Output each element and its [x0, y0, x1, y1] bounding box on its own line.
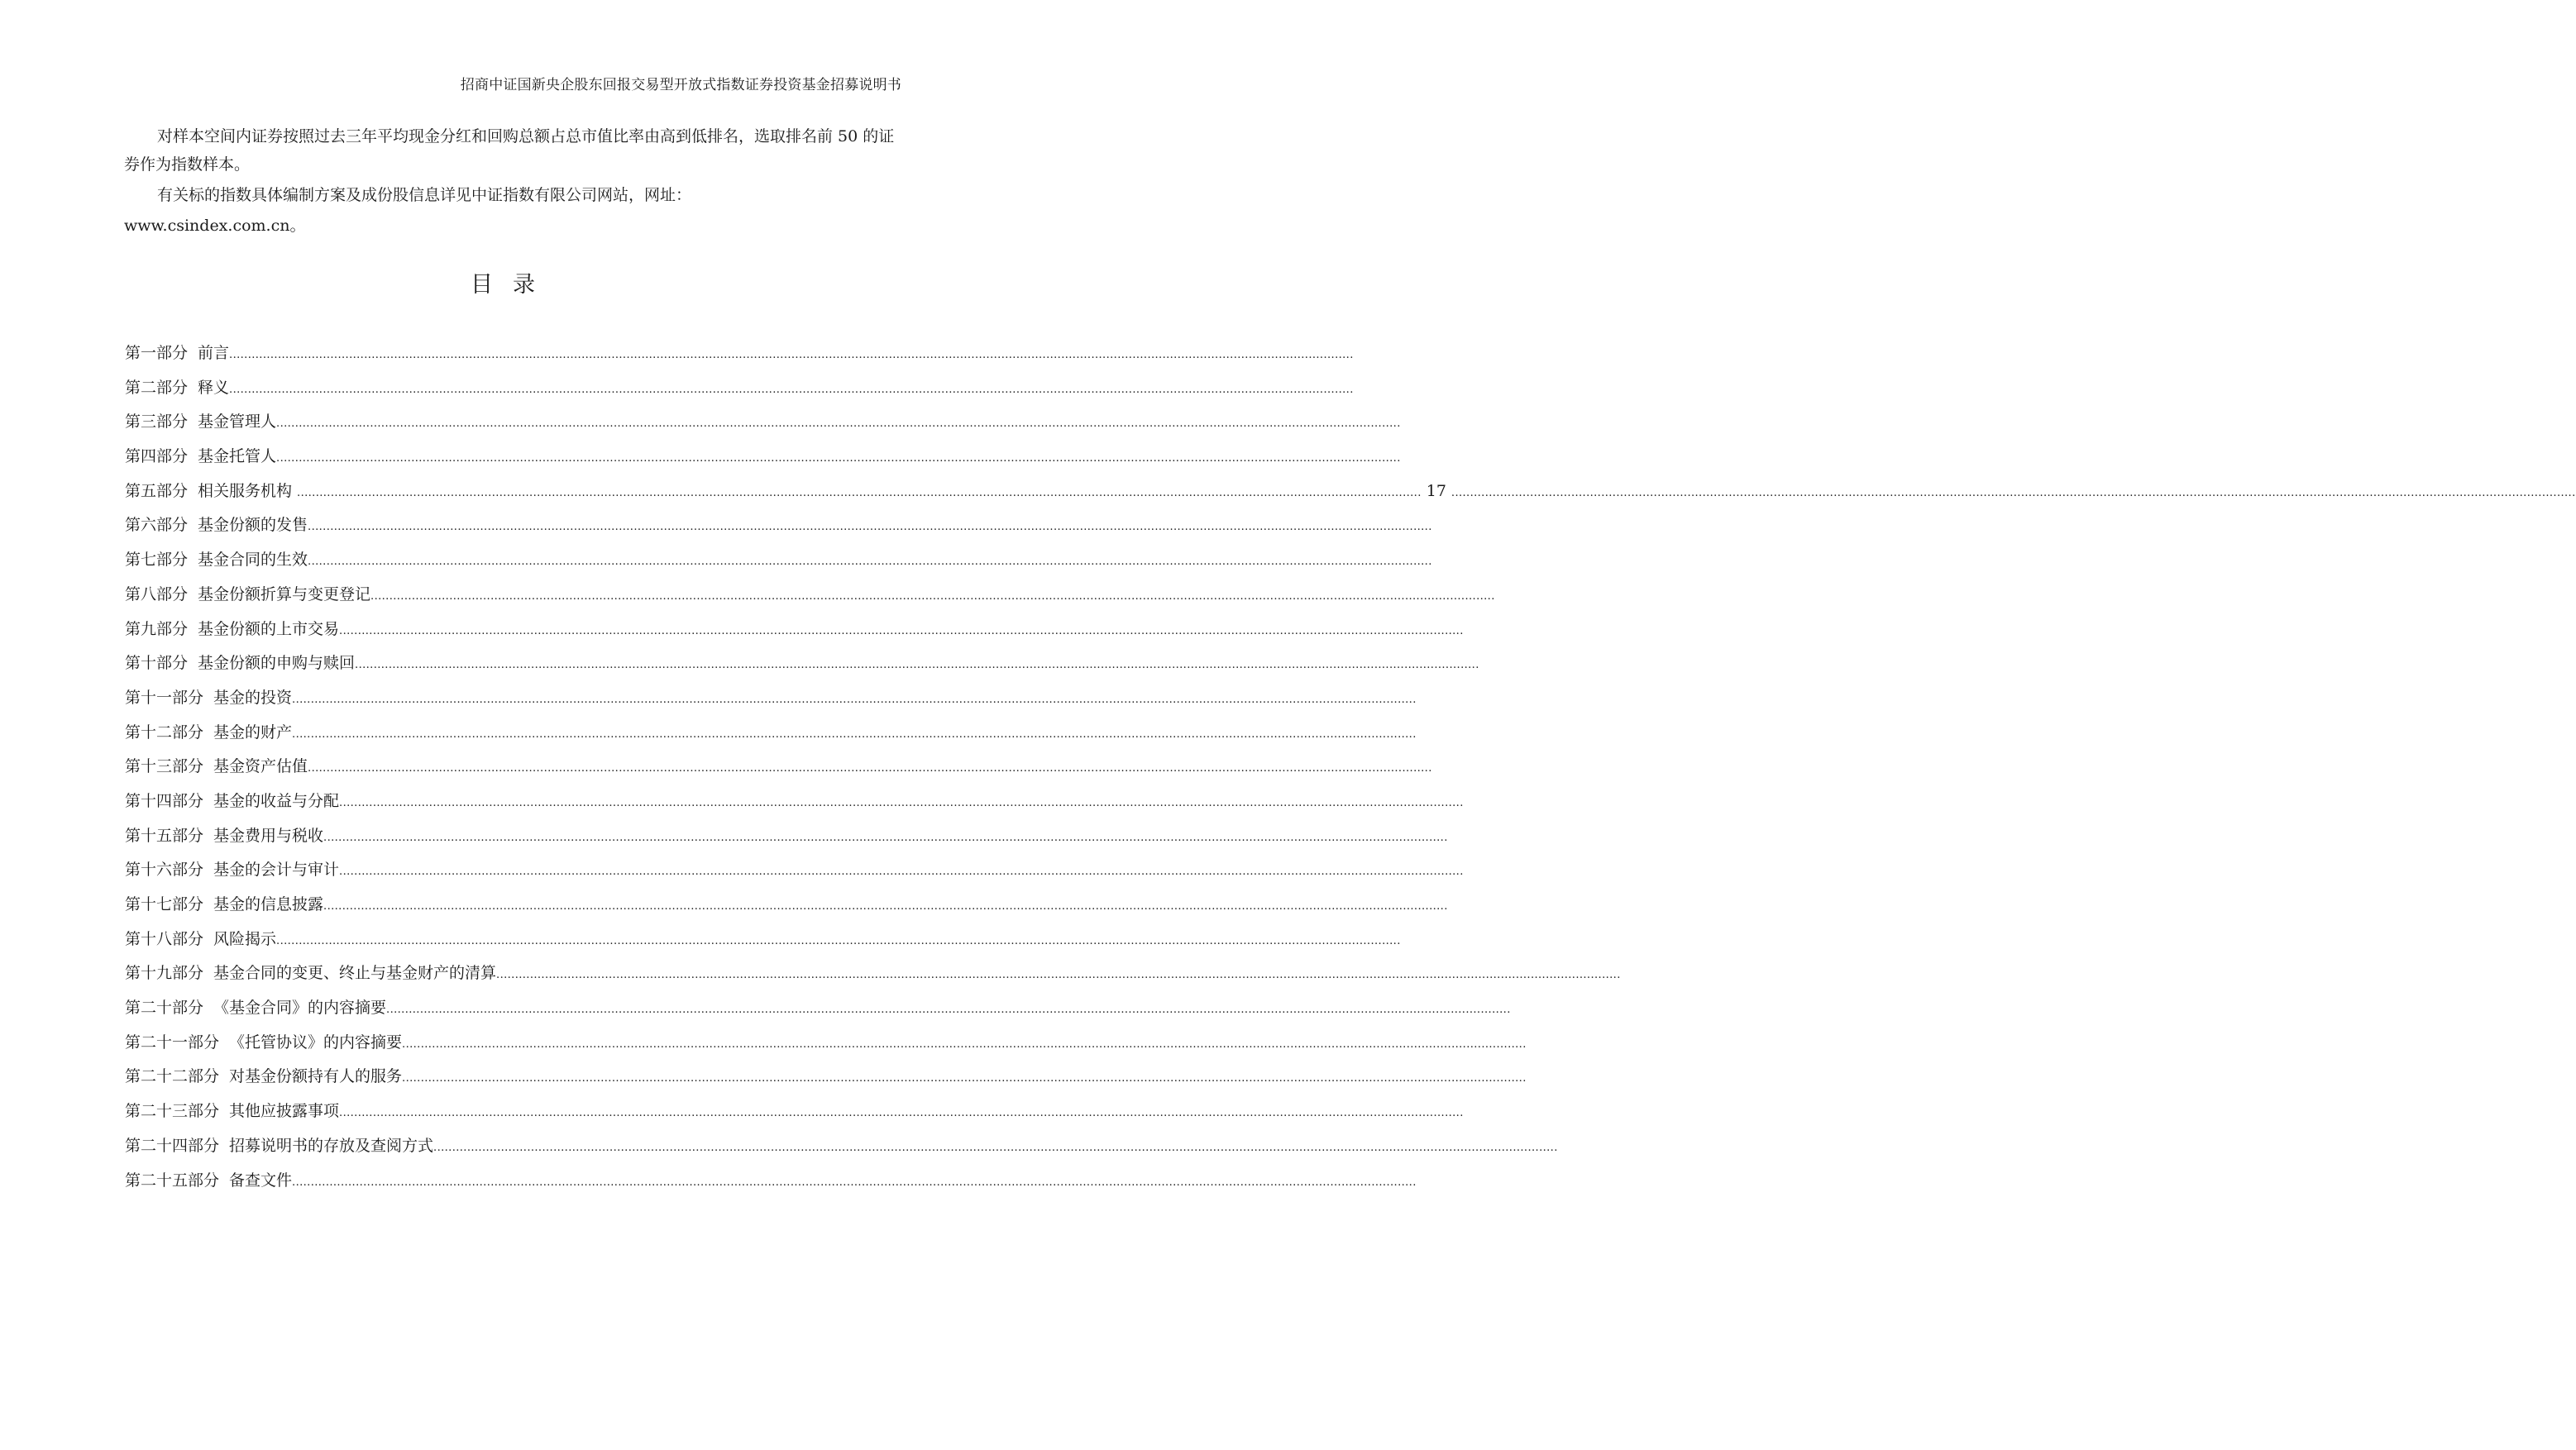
toc-item-part: 第七部分: [125, 551, 189, 570]
toc-item-part: 第十五部分: [125, 826, 204, 845]
toc-item-leader-dots: ............................................................................................................................................................................................................................................................................................................: [496, 969, 1621, 982]
toc-item-leader-dots: ............................................................................................................................................................................................................................................................................................................: [308, 521, 1432, 534]
toc-item-title: 对基金份额持有人的服务: [229, 1067, 403, 1086]
toc-item-title: 基金合同的变更、终止与基金财产的清算: [213, 964, 497, 983]
toc-item-part: 第一部分: [125, 344, 189, 362]
toc-item-part: 第八部分: [125, 584, 189, 603]
toc-item[interactable]: [125, 582, 1495, 617]
toc-item-leader-dots: ............................................................................................................................................................................................................................................................................................................: [229, 383, 1354, 396]
toc-item-part: 第十三部分: [125, 757, 204, 776]
toc-item-leader-dots: ............................................................................................................................................................................................................................................................................................................: [370, 589, 1495, 603]
toc-item-part: 第十七部分: [125, 895, 204, 913]
toc-item-title: 基金的信息披露: [213, 895, 324, 913]
toc-item[interactable]: [125, 995, 1511, 1030]
toc-item[interactable]: [125, 1099, 1464, 1133]
toc-item-title: 基金份额折算与变更登记: [198, 584, 371, 603]
toc-item-part: 第十二部分: [125, 723, 204, 742]
toc-item-title: 备查文件: [229, 1171, 293, 1190]
toc-item[interactable]: [125, 617, 1464, 651]
toc-item[interactable]: [125, 409, 1401, 444]
toc-item-part: 第十九部分: [125, 964, 204, 983]
toc-item-part: 第四部分: [125, 447, 189, 466]
intro-url: www.csindex.com.cn。: [124, 217, 306, 235]
toc-item-title: 其他应披露事项: [229, 1102, 340, 1121]
toc-item-title: 相关服务机构: [198, 481, 293, 500]
toc-item-title: 《托管协议》的内容摘要: [229, 1033, 403, 1052]
toc-item-leader-dots: ............................................................................................................................................................................................................................................................................................................: [323, 900, 1448, 913]
toc-item[interactable]: [125, 927, 1401, 961]
toc-item-leader-dots: ............................................................................................................................................................................................................................................................................................................: [297, 486, 1422, 499]
toc-item[interactable]: [125, 1133, 1558, 1168]
toc-item-part: 第五部分: [125, 481, 189, 500]
toc-item-title: 基金管理人: [198, 413, 277, 432]
toc-item-title: 基金资产估值: [213, 757, 308, 776]
toc-item-part: 第十一部分: [125, 688, 204, 707]
toc-item-leader-dots: ............................................................................................................................................................................................................................................................................................................: [355, 659, 1479, 672]
table-of-contents: [125, 341, 2576, 1202]
toc-item[interactable]: [125, 444, 1401, 479]
toc-item[interactable]: [125, 479, 2576, 513]
toc-item-leader-dots: ............................................................................................................................................................................................................................................................................................................: [339, 1107, 1464, 1120]
toc-item[interactable]: [125, 892, 1448, 927]
intro-paragraph-1: 对样本空间内证券按照过去三年平均现金分红和回购总额占总市值比率由高到低排名，选取排名前 50 的证券作为指数样本。: [124, 127, 895, 174]
toc-item[interactable]: [125, 1030, 1527, 1065]
toc-item[interactable]: [125, 651, 1479, 685]
toc-item-title: 基金的投资: [213, 688, 293, 707]
toc-item[interactable]: [125, 961, 1621, 995]
toc-item-leader-dots: ............................................................................................................................................................................................................................................................................................................: [276, 452, 1401, 465]
toc-item-part: 第二十二部分: [125, 1067, 220, 1086]
toc-item[interactable]: [125, 1168, 1417, 1203]
toc-item-leader-dots: ............................................................................................................................................................................................................................................................................................................: [276, 934, 1401, 947]
toc-item-leader-dots: ............................................................................................................................................................................................................................................................................................................: [339, 624, 1464, 637]
toc-item[interactable]: [125, 1064, 1527, 1099]
toc-item-part: 第二十三部分: [125, 1102, 220, 1121]
toc-item-part: 第二十一部分: [125, 1033, 220, 1052]
toc-item-part: 第九部分: [125, 619, 189, 638]
toc-item[interactable]: [125, 823, 1448, 858]
toc-item-part: 第十四部分: [125, 791, 204, 810]
toc-item-leader-dots: ............................................................................................................................................................................................................................................................................................................: [292, 1176, 1417, 1189]
toc-item-part: 第十六部分: [125, 861, 204, 880]
toc-item-title: 基金的收益与分配: [213, 791, 340, 810]
toc-item-part: 第十八部分: [125, 929, 204, 948]
page-header: 招商中证国新央企股东回报交易型开放式指数证券投资基金招募说明书: [460, 77, 901, 93]
toc-item-title: 基金的财产: [213, 723, 293, 742]
toc-item-leader-dots: ............................................................................................................................................................................................................................................................................................................: [339, 796, 1464, 809]
toc-item-leader-dots: ............................................................................................................................................................................................................................................................................................................: [386, 1004, 1511, 1017]
toc-item-title: 风险揭示: [213, 929, 277, 948]
toc-item-title: 基金份额的发售: [198, 516, 308, 535]
toc-item-title: 前言: [198, 344, 230, 362]
toc-item-title: 基金的会计与审计: [213, 861, 340, 880]
toc-item-title: 《基金合同》的内容摘要: [213, 999, 387, 1018]
toc-item[interactable]: [125, 789, 1464, 823]
toc-item-title: 释义: [198, 378, 230, 397]
toc-item-part: 第二部分: [125, 378, 189, 397]
toc-item[interactable]: [125, 754, 1432, 789]
toc-item-title: 基金份额的申购与赎回: [198, 654, 356, 673]
toc-item-part: 第二十五部分: [125, 1171, 220, 1190]
toc-item[interactable]: [125, 341, 1354, 375]
toc-item-leader-dots: ............................................................................................................................................................................................................................................................................................................: [308, 762, 1432, 775]
toc-item-leader-dots: ............................................................................................................................................................................................................................................................................................................: [292, 727, 1417, 741]
toc-item[interactable]: [125, 547, 1432, 582]
toc-item-leader-dots: ............................................................................................................................................................................................................................................................................................................: [276, 417, 1401, 431]
toc-item-leader-dots: ............................................................................................................................................................................................................................................................................................................: [339, 866, 1464, 879]
toc-item-leader-dots: ............................................................................................................................................................................................................................................................................................................: [402, 1072, 1527, 1085]
toc-item-page-number: 17: [1426, 481, 1446, 500]
toc-item-leader-dots: ............................................................................................................................................................................................................................................................................................................: [402, 1037, 1527, 1051]
toc-item[interactable]: [125, 685, 1417, 720]
toc-item[interactable]: [125, 720, 1417, 755]
toc-item-part: 第二十四部分: [125, 1136, 220, 1155]
toc-item-part: 第十部分: [125, 654, 189, 673]
toc-item-part: 第六部分: [125, 516, 189, 535]
toc-item-title: 招募说明书的存放及查阅方式: [229, 1136, 434, 1155]
toc-item[interactable]: [125, 375, 1354, 410]
toc-item-leader-dots: ............................................................................................................................................................................................................................................................................................................: [433, 1141, 1558, 1154]
toc-item-title: 基金份额的上市交易: [198, 619, 340, 638]
toc-item[interactable]: [125, 857, 1464, 892]
toc-item-leader-dots: ............................................................................................................................................................................................................................................................................................................: [323, 831, 1448, 844]
toc-item-leader-dots: ............................................................................................................................................................................................................................................................................................................: [1450, 486, 2576, 499]
toc-item-leader-dots: ............................................................................................................................................................................................................................................................................................................: [292, 693, 1417, 706]
toc-item-title: 基金托管人: [198, 447, 277, 466]
toc-item-part: 第三部分: [125, 413, 189, 432]
toc-item-title: 基金合同的生效: [198, 551, 308, 570]
toc-item-title: 基金费用与税收: [213, 826, 324, 845]
toc-item-leader-dots: ............................................................................................................................................................................................................................................................................................................: [308, 556, 1432, 569]
intro-text: [124, 122, 901, 242]
toc-item[interactable]: [125, 513, 1432, 547]
intro-paragraph-2: 有关标的指数具体编制方案及成份股信息详见中证指数有限公司网站，网址：: [157, 186, 692, 204]
toc-item-leader-dots: ............................................................................................................................................................................................................................................................................................................: [229, 349, 1354, 361]
toc-item-part: 第二十部分: [125, 999, 204, 1018]
toc-title: 目录: [471, 272, 555, 298]
